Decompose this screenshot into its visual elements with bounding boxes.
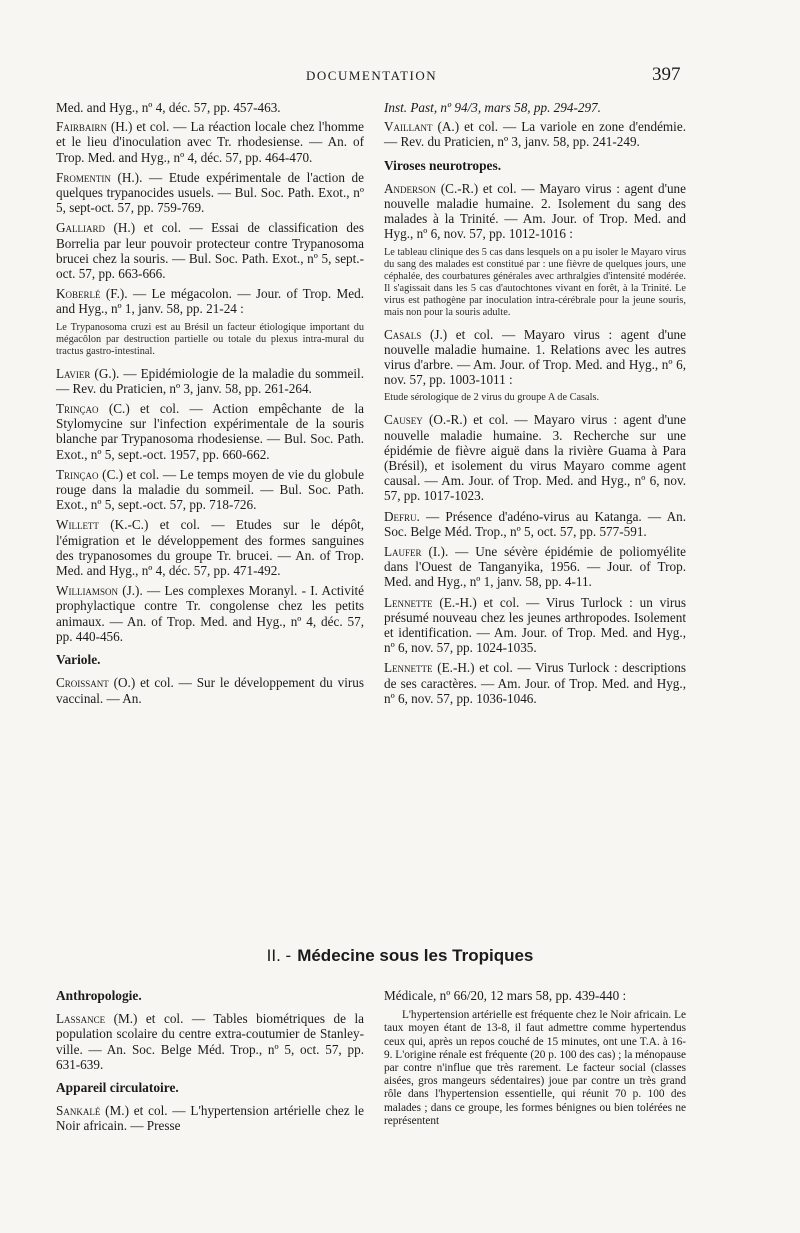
entry-author: Lennette (E.-H.) <box>384 660 475 676</box>
section-title-variole: Variole. <box>56 652 101 668</box>
bibliography-entry <box>384 119 686 149</box>
entry-note: Le tableau clinique des 5 cas dans lesquels on a pu isoler le Mayaro virus du sang des malades est constitué par : une fièvre de quelques jours, une céphalée, des courbatures générales avec arthralgies d'intensité modérée. Il s'agissait dans les 5 cas d'autochtones vivant en forêt, à la Trinité. Le virus est pathogène par inoculation intra-cérébrale pour la jeune souris, mais non pour la souris adulte. <box>384 246 686 318</box>
entry-text: — Une sévère épidémie de poliomyélite dans l'Ouest de Tanganyika, 1956. — Jour. of Trop. Med. and Hyg., nº 1, janv. 58, pp. 4-11. <box>384 544 686 590</box>
entry-note: Etude sérologique de 2 virus du groupe A de Casals. <box>384 392 600 404</box>
section-heading <box>0 946 800 966</box>
entry-author: Laufer (I.). <box>384 544 449 560</box>
section-title: Médecine sous les Tropiques <box>297 946 534 965</box>
bibliography-entry <box>56 1103 364 1133</box>
page-number: 397 <box>652 64 681 85</box>
entry-note: Le Trypanosoma cruzi est au Brésil un facteur étiologique important du mégacôlon par destruction partielle ou totale du plexus intra-mural du tractus gastro-intestinal. <box>56 321 364 357</box>
section-title-anthropologie: Anthropologie. <box>56 988 142 1003</box>
bibliography-entry <box>56 517 364 578</box>
bibliography-entry <box>384 595 686 656</box>
entry-author: Casals (J.) <box>384 326 448 342</box>
page-header <box>0 66 800 88</box>
bibliography-entry <box>56 170 364 216</box>
continuation-text: Med. and Hyg., nº 4, déc. 57, pp. 457-463. <box>56 100 281 115</box>
entry-text: et col. — La variole en zone d'endémie. — Rev. du Praticien, nº 3, janv. 58, pp. 241-249. <box>384 119 686 150</box>
entry-author: Trinçao (C.) <box>56 466 124 482</box>
continuation-text: Inst. Past, nº 94/3, mars 58, pp. 294-297. <box>384 100 601 115</box>
bibliography-entry <box>384 327 686 388</box>
abstract-paragraph: L'hypertension artérielle est fréquente chez le Noir africain. Le taux moyen étant de 13-8, il faut admettre comme hypertendus ceux qui, après un repos couché de 15 minutes, ont une T.A. à 16-9. L'origine rénale est fréquente (20 p. 100 des cas) ; la ménopause par contre n'influe que très rarement. Le facteur social (classes aisées, gros mangeurs sédentaires) joue par contre un très grand rôle dans l'hypertension essentielle, qui réunit 70 p. 100 des malades ; dans ce groupe, les formes bénignes ou bien tolérées ne représentent <box>384 1009 686 1127</box>
entry-author: Lennette (E.-H.) <box>384 594 477 610</box>
entry-author: Sankalé (M.) <box>56 1103 129 1119</box>
entry-author: Trinçao (C.) <box>56 401 130 417</box>
entry-author: Williamson (J.). <box>56 583 143 599</box>
entry-author: Vaillant (A.) <box>384 119 460 135</box>
entry-author: Fairbairn (H.) <box>56 119 133 135</box>
bibliography-entry <box>56 675 364 705</box>
entry-text: et col. — Tables biométriques de la population scolaire du centre extra-coutumier de Stanley-ville. — An. Soc. Belge Méd. Trop., nº 5, oct. 57, pp. 631-639. <box>56 1011 364 1072</box>
section-title-appareil: Appareil circulatoire. <box>56 1080 179 1096</box>
bibliography-entry <box>384 544 686 590</box>
entry-text: et col. — Etudes sur le dépôt, l'émigration et le développement des formes sanguines des trypanosomes du groupe Tr. brucei. — An. of Trop. Med. and Hyg., nº 4, déc. 57, pp. 471-492. <box>56 517 365 579</box>
bibliography-entry <box>56 583 364 644</box>
entry-author: Causey (O.-R.) <box>384 412 468 428</box>
entry-text: et col. — Sur le développement du virus vaccinal. — An. <box>56 675 364 706</box>
entry-text: — Le mégacolon. — Jour. of Trop. Med. and Hyg., nº 1, janv. 58, pp. 21-24 : <box>56 286 364 317</box>
entry-text: et col. — Virus Turlock : descriptions de ses caractères. — Am. Jour. of Trop. Med. and Hyg., nº 6, nov. 57, pp. 1036-1046. <box>384 660 687 706</box>
entry-author: Galliard (H.) <box>56 220 136 236</box>
bibliography-entry <box>56 220 364 281</box>
bibliography-entry <box>56 366 364 396</box>
entry-author: Lassance (M.) <box>56 1011 138 1027</box>
bibliography-entry <box>56 467 364 513</box>
entry-author: Koberlé (F.). <box>56 286 128 302</box>
bibliography-entry <box>56 401 364 462</box>
bibliography-entry <box>384 412 686 503</box>
entry-list <box>56 119 364 644</box>
entry-author: Lavier (G.). <box>56 365 120 381</box>
continuation-text: Médicale, nº 66/20, 12 mars 58, pp. 439-440 : <box>384 988 627 1003</box>
entry-list <box>384 181 686 706</box>
entry-text: — Présence d'adéno-virus au Katanga. — An. Soc. Belge Méd. Trop., nº 5, oct. 57, pp. 577-591. <box>384 508 686 539</box>
entry-text: et col. — L'hypertension artérielle chez le Noir africain. — Presse <box>56 1103 364 1134</box>
entry-author: Croissant (O.) <box>56 675 136 691</box>
section-number: II. - <box>266 946 292 965</box>
bibliography-entry <box>384 660 686 706</box>
bottom-right-column <box>384 988 686 1128</box>
bibliography-entry <box>384 509 686 539</box>
bottom-left-column <box>56 988 364 1139</box>
entry-text: et col. — Mayaro virus : agent d'une nouvelle maladie humaine. 3. Recherche sur une épidémie de fièvre aiguë dans la rivière Guama à Para (Brésil), et isolement du virus Mayaro comme agent causal. — Am. Jour. of Trop. Med. and Hyg., nº 6, nov. 57, pp. 1017-1023. <box>384 412 687 504</box>
entry-text: — Les complexes Moranyl. - I. Activité prophylactique contre Tr. congolense chez les petits animaux. — An. of Trop. Med. and Hyg., nº 4, déc. 57, pp. 440-456. <box>56 583 364 644</box>
entry-text: et col. — Le temps moyen de vie du globule rouge dans la maladie du sommeil. — Bul. Soc. Path. Exot., nº 5, sept.-oct. 57, pp. 718-726. <box>56 466 364 513</box>
top-left-column <box>56 100 364 711</box>
entry-author: Fromentin (H.). <box>56 169 143 185</box>
entry-text: et col. — Essai de classification des Borrelia par leur pouvoir protecteur contre Trypanosoma brucei chez la souris. — Bul. Soc. Path. Exot., nº 5, sept.-oct. 57, pp. 663-666. <box>56 220 364 282</box>
entry-text: et col. — Mayaro virus : agent d'une nouvelle maladie humaine. 2. Isolement du sang des malades à la Trinité. — Am. Jour. of Trop. Med. and Hyg., nº 6, nov. 57, pp. 1012-1016 : <box>384 180 686 242</box>
entry-text: et col. — La réaction locale chez l'homme et le lieu d'inoculation avec Tr. rhodesiense. — An. of Trop. Med. and Hyg., nº 4, déc. 57, pp. 464-470. <box>56 119 364 165</box>
bibliography-entry <box>56 119 364 165</box>
entry-text: — Etude expérimentale de l'action de quelques trypanocides usuels. — Bul. Soc. Path. Exot., nº 5, sept-oct. 57, pp. 759-769. <box>56 169 364 216</box>
running-title: DOCUMENTATION <box>306 68 438 83</box>
bibliography-entry <box>56 286 364 316</box>
entry-text: et col. — Mayaro virus : agent d'une nouvelle maladie humaine. 1. Relations avec les autres virus d'arbre. — Am. Jour. of Trop. Med. and Hyg., nº 6, nov. 57, pp. 1003-1011 : <box>384 326 686 388</box>
entry-author: Defru. <box>384 508 420 524</box>
entry-text: — Epidémiologie de la maladie du sommeil. — Rev. du Praticien, nº 3, janv. 58, pp. 261-264. <box>56 365 364 396</box>
bibliography-entry <box>56 1011 364 1072</box>
entry-author: Anderson (C.-R.) <box>384 180 479 196</box>
top-right-column <box>384 100 686 711</box>
bibliography-entry <box>384 181 686 242</box>
section-title-viroses: Viroses neurotropes. <box>384 157 502 173</box>
entry-author: Willett (K.-C.) <box>56 517 149 533</box>
entry-text: et col. — Virus Turlock : un virus présumé nouveau chez les jeunes arthropodes. Isolement et identification. — Am. Jour. of Trop. Med. and Hyg., nº 6, nov. 57, pp. 1024-1035. <box>384 594 686 656</box>
entry-text: et col. — Action empêchante de la Stylomycine sur l'infection expérimentale de la souris blanche par Trypanosoma rhodesiense. — Bul. Soc. Path. Exot., nº 5, sept.-oct. 1957, pp. 660-662. <box>56 401 364 462</box>
